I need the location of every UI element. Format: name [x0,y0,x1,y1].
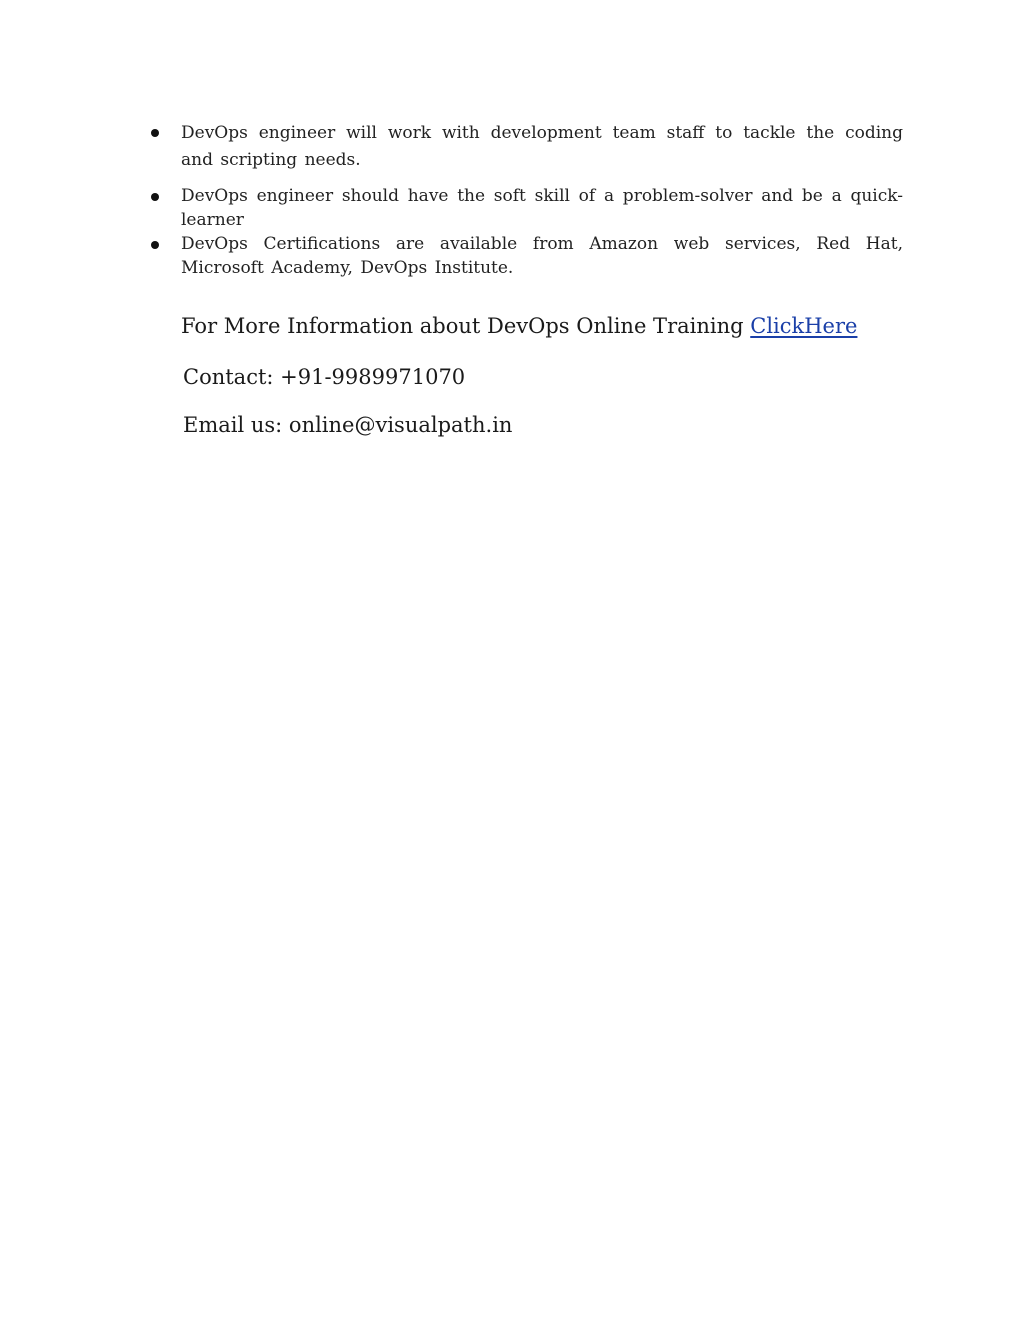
bullet-text: DevOps engineer will work with development team staff to tackle the coding and scripting needs. [181,123,903,170]
bullet-list [145,120,903,280]
bullet-text: DevOps Certifications are available from Amazon web services, Red Hat, Microsoft Academy, DevOps Institute. [181,234,903,278]
list-item [145,232,903,280]
bullet-text: DevOps engineer should have the soft skill of a problem-solver and be a quick-learner [181,186,903,230]
bullet-icon [151,241,159,249]
bullet-icon [151,193,159,201]
contact-email: Email us: online@visualpath.in [183,413,513,437]
contact-phone: Contact: +91-9989971070 [183,365,466,389]
more-info-line [181,311,857,341]
bullet-icon [151,129,159,137]
more-info-text: For More Information about DevOps Online Training [181,314,744,338]
list-item [145,120,903,174]
list-item [145,184,903,232]
click-here-link[interactable]: ClickHere [750,314,858,338]
